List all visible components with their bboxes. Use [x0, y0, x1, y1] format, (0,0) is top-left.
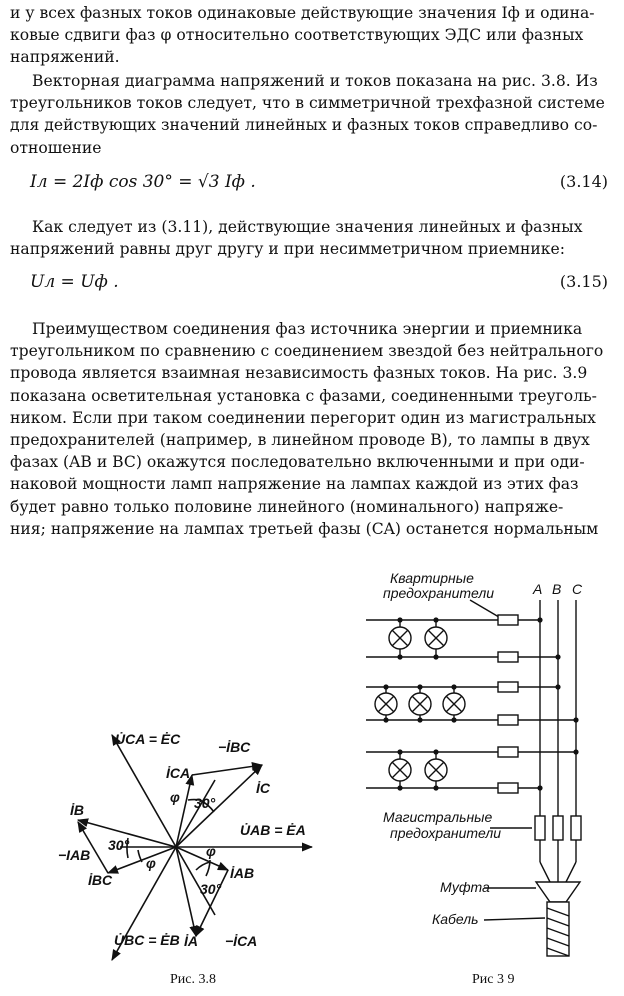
text-line: Преимуществом соединения фаз источника энергии и приемника	[32, 320, 583, 338]
angle-arc	[196, 862, 210, 870]
coupling-icon	[536, 882, 580, 902]
text-line: наковой мощности ламп напряжение на лампах каждой из этих фаз	[10, 475, 579, 494]
label-coupling: Муфта	[440, 879, 490, 895]
fuse-icon	[498, 652, 518, 662]
equation-number: (3.14)	[559, 172, 608, 191]
equation-text: Iл = 2Iф cos 30° = √3 Iф .	[30, 172, 256, 192]
label-apartment-fuses: Квартирные	[390, 570, 474, 586]
vector-neg-ubc	[176, 780, 215, 847]
text-line: для действующих значений линейных и фазных токов справедливо со-	[10, 116, 598, 135]
vector-ia	[176, 847, 196, 936]
label-uab: U̇AB = ĖA	[240, 822, 306, 838]
caption-fig-3-9: Рис 3 9	[472, 972, 515, 987]
label-neg-ibc: −İBC	[218, 739, 251, 755]
label-apartment-fuses: предохранители	[383, 585, 495, 601]
label-phi: φ	[146, 855, 156, 871]
lamp-icon	[409, 693, 431, 715]
vector-iab	[176, 847, 228, 870]
bus-c	[566, 862, 576, 882]
label-cable: Кабель	[432, 911, 479, 927]
label-phase-a: A	[533, 581, 543, 597]
bus-a	[540, 862, 550, 882]
text-line: фазах (AB и BC) окажутся последовательно включенными и при оди-	[10, 453, 585, 472]
text-line: и у всех фазных токов одинаковые действующие значения Iф и одина-	[10, 4, 595, 22]
label-ibc: İBC	[88, 872, 113, 888]
label-uca: U̇CA = ĖC	[115, 731, 181, 747]
label-ib: İB	[70, 802, 84, 818]
main-fuse-icon	[571, 816, 581, 840]
vector-neg-ibc	[192, 765, 262, 775]
label-phi: φ	[170, 789, 180, 805]
lamp-icon	[425, 759, 447, 781]
lamp-icon	[443, 693, 465, 715]
text-line: предохранителей (например, в линейном проводе B), то лампы в двух	[10, 431, 590, 450]
main-fuse-icon	[535, 816, 545, 840]
equation-number: (3.15)	[559, 272, 608, 291]
vector-ica	[176, 775, 192, 847]
label-ubc: U̇BC = ĖB	[114, 932, 180, 948]
label-ica: İCA	[166, 765, 191, 781]
label-ic: İC	[256, 780, 270, 796]
equation-3-14	[30, 172, 608, 192]
lamp-icon	[389, 627, 411, 649]
text-line: показана осветительная установка с фазами, соединенными треуголь-	[10, 386, 597, 405]
text-line: ковые сдвиги фаз φ относительно соответствующих ЭДС или фазных	[10, 26, 584, 45]
text-line: провода является взаимная независимость фазных токов. На рис. 3.9	[10, 364, 588, 383]
text-line: треугольников токов следует, что в симметричной трехфазной системе	[10, 94, 605, 113]
fuse-icon	[498, 783, 518, 793]
text-line: будет равно только половине линейного (номинального) напряже-	[10, 497, 564, 516]
label-phase-b: B	[552, 581, 562, 597]
label-phi: φ	[206, 843, 216, 859]
fuse-icon	[498, 747, 518, 757]
text-line: Векторная диаграмма напряжений и токов показана на рис. 3.8. Из	[32, 72, 598, 90]
text-line: Как следует из (3.11), действующие значения линейных и фазных	[32, 218, 583, 236]
text-line: ником. Если при таком соединении перегорит один из магистральных	[10, 408, 596, 427]
label-neg-ica: −İCA	[225, 933, 258, 949]
label-30deg: 30°	[108, 837, 130, 853]
label-phase-c: C	[572, 581, 583, 597]
label-30deg: 30°	[200, 881, 222, 897]
leader-line	[484, 918, 545, 920]
label-iab: İAB	[230, 865, 255, 881]
text-line: отношение	[10, 138, 102, 157]
fuse-icon	[498, 615, 518, 625]
label-main-fuses: предохранители	[390, 825, 502, 841]
vector-uca	[112, 735, 176, 847]
label-30deg: 30°	[194, 795, 216, 811]
paragraph-3	[10, 216, 616, 260]
text-line: напряжений равны друг другу и при несимметричном приемнике:	[10, 240, 566, 259]
label-ia: İA	[184, 933, 198, 949]
lamp-icon	[389, 759, 411, 781]
fuse-icon	[498, 682, 518, 692]
fuse-icon	[498, 715, 518, 725]
paragraph-4	[10, 318, 616, 540]
label-main-fuses: Магистральные	[383, 809, 493, 825]
vector-neg-ica	[196, 870, 228, 936]
paragraph-1	[10, 2, 616, 69]
lamp-icon	[375, 693, 397, 715]
text-line: напряжений.	[10, 48, 120, 67]
equation-text: Uл = Uф .	[30, 272, 119, 292]
text-line: ния; напряжение на лампах третьей фазы (CA) останется нормальным	[10, 519, 599, 538]
text-line: треугольником по сравнению с соединением звездой без нейтрального	[10, 342, 604, 361]
lamp-icon	[425, 627, 447, 649]
paragraph-2	[10, 70, 616, 159]
lighting-installation-fig-3-9	[360, 560, 624, 960]
main-fuse-icon	[553, 816, 563, 840]
vector-diagram-fig-3-8	[40, 700, 340, 970]
caption-fig-3-8: Рис. 3.8	[170, 972, 216, 987]
equation-3-15	[30, 272, 608, 292]
label-neg-iab: −IAB	[58, 847, 91, 863]
